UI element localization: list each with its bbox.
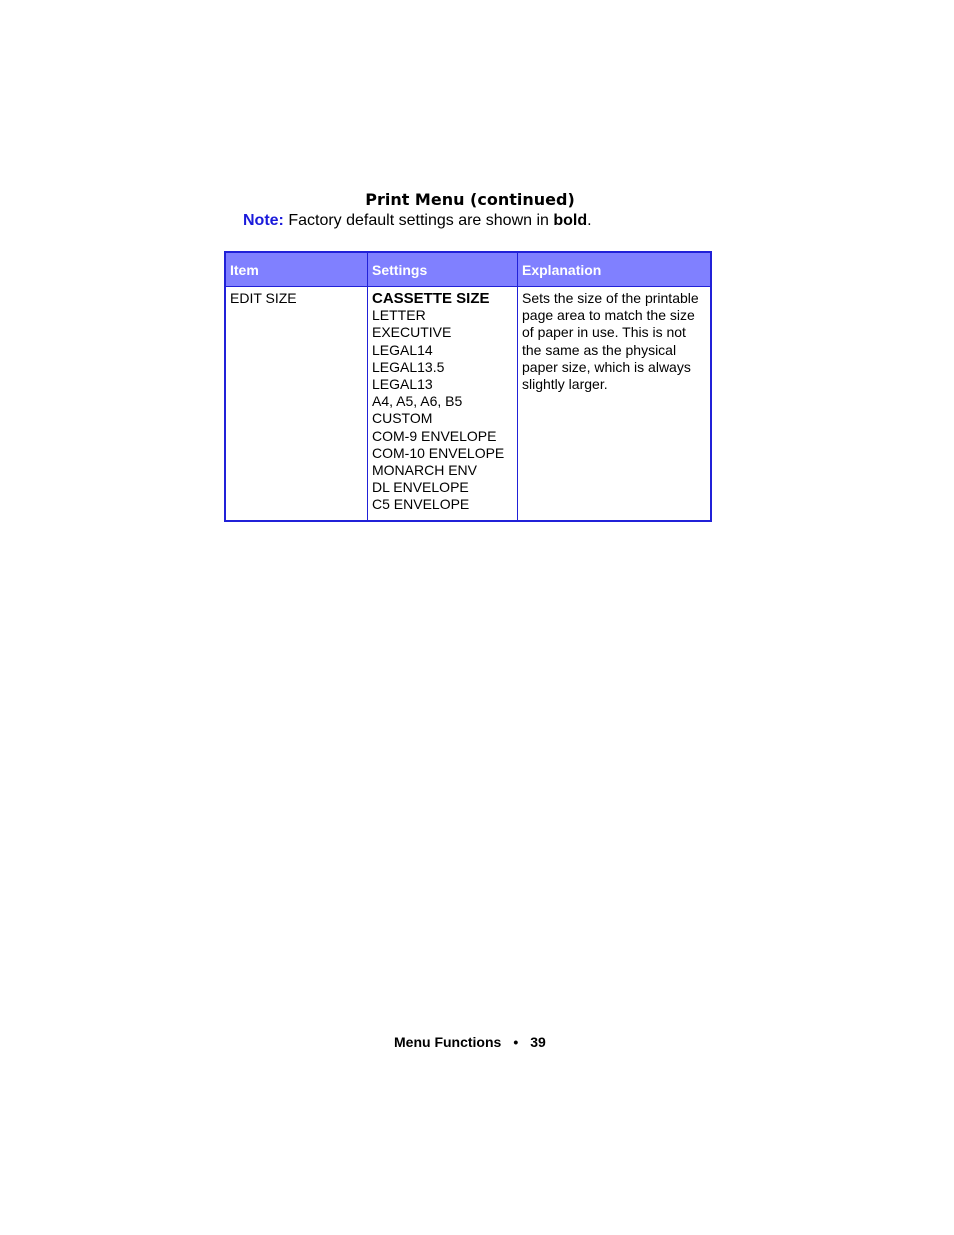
- setting-option: MONARCH ENV: [372, 462, 478, 479]
- header-explanation: Explanation: [518, 252, 712, 287]
- page-footer: [394, 1034, 546, 1050]
- table-header-row: [225, 252, 711, 287]
- note-text: Factory default settings are shown in: [283, 212, 554, 229]
- setting-option: C5 ENVELOPE: [372, 496, 470, 513]
- print-menu-table: [224, 251, 712, 522]
- setting-option: LETTER: [372, 307, 426, 324]
- setting-default: CASSETTE SIZE: [372, 290, 490, 307]
- header-item: Item: [225, 252, 368, 287]
- setting-option: COM-10 ENVELOPE: [372, 444, 505, 461]
- page-number: 39: [530, 1034, 546, 1050]
- setting-option: LEGAL13: [372, 376, 433, 393]
- setting-option: CUSTOM: [372, 410, 433, 427]
- note-text-end: .: [587, 212, 592, 229]
- header-settings: Settings: [368, 252, 518, 287]
- footer-bullet: •: [513, 1034, 519, 1050]
- setting-option: A4, A5, A6, B5: [372, 393, 463, 410]
- setting-option: EXECUTIVE: [372, 324, 452, 341]
- setting-option: LEGAL14: [372, 341, 433, 358]
- setting-option: DL ENVELOPE: [372, 479, 469, 496]
- page-title: Print Menu (continued): [365, 190, 575, 209]
- cell-item: EDIT SIZE: [230, 290, 297, 306]
- cell-settings: [368, 287, 518, 521]
- cell-explanation: Sets the size of the printable page area to match the size of paper in use. This is not the same as the physical paper size, which is always slightly larger.: [518, 287, 712, 521]
- footer-section: Menu Functions: [394, 1034, 502, 1050]
- table-row: [225, 287, 711, 521]
- setting-option: COM-9 ENVELOPE: [372, 427, 497, 444]
- note-bold-word: bold: [553, 212, 588, 229]
- setting-option: LEGAL13.5: [372, 358, 445, 375]
- note: [243, 212, 592, 230]
- note-label: Note:: [243, 212, 284, 229]
